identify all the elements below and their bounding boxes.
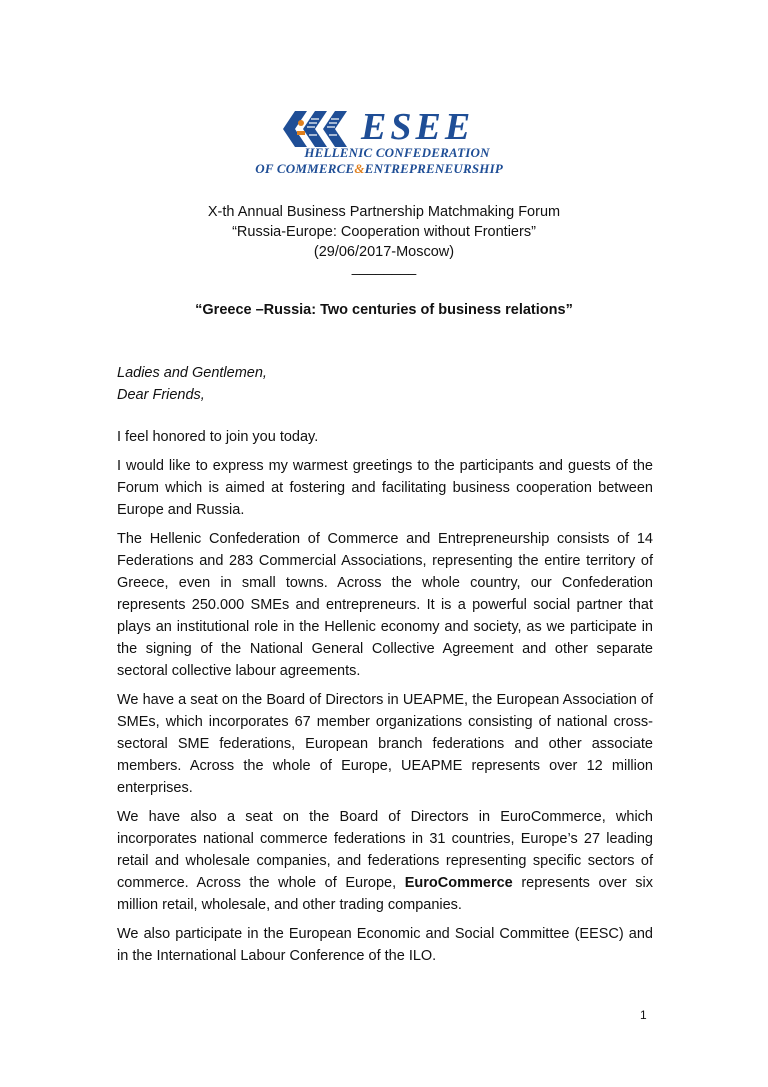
paragraph-3: The Hellenic Confederation of Commerce and Entrepreneurship consists of 14 Federations and 283 Commercial Associations, representing the entire territory of Greece, even in small towns. Across the whole country, our Confederation represents 250.000 SMEs and entrepreneurs. It is a powerful social partner that plays an institutional role in the Hellenic economy and society, as we participate in the signing of the National General Collective Agreement and other separate sectoral collective labour agreements. xyxy=(117,531,653,679)
speech-body xyxy=(117,426,653,974)
logo-line2-part1: OF COMMERCE xyxy=(255,161,355,176)
paragraph-1: I feel honored to join you today. xyxy=(117,429,319,445)
paragraph-5-bold: EuroCommerce xyxy=(404,875,513,891)
speech-headline: “Greece –Russia: Two centuries of business relations” xyxy=(195,302,573,318)
logo-line2-part2: ENTREPRENEURSHIP xyxy=(364,161,503,176)
paragraph-5 xyxy=(117,806,653,916)
paragraph-4: We have a seat on the Board of Directors in UEAPME, the European Association of SMEs, which incorporates 67 member organizations consisting of national cross-sectoral SME federations, European branch federations and other associate members. Across the whole of Europe, UEAPME represents over 12 million enterprises. xyxy=(117,692,653,796)
paragraph-6: We also participate in the European Economic and Social Committee (EESC) and in the International Labour Conference of the ILO. xyxy=(117,926,653,964)
header-separator: ________ xyxy=(351,260,417,276)
forum-title: X-th Annual Business Partnership Matchmaking Forum xyxy=(207,204,561,220)
logo-title: ESEE xyxy=(361,106,475,148)
forum-date-location: (29/06/2017-Moscow) xyxy=(313,244,455,260)
paragraph-2: I would like to express my warmest greetings to the participants and guests of the Forum which is aimed at fostering and facilitating business cooperation between Europe and Russia. xyxy=(117,458,653,518)
paragraph-5-text-b: represents over six million retail, wholesale, and other trading companies. xyxy=(117,875,653,913)
logo-subtitle-line2 xyxy=(243,161,503,177)
salutation-line-2: Dear Friends, xyxy=(117,387,205,403)
forum-subtitle: “Russia-Europe: Cooperation without Frontiers” xyxy=(232,224,536,240)
logo-ampersand: & xyxy=(354,161,365,176)
esee-logo xyxy=(255,106,513,177)
logo-chevrons-icon xyxy=(283,109,363,149)
paragraph-5-text-a: We have also a seat on the Board of Directors in EuroCommerce, which incorporates national commerce federations in 31 countries, Europe’s 27 leading retail and wholesale companies, and federations representing specific sectors of commerce. Across the whole of Europe, xyxy=(117,809,653,891)
salutation-line-1: Ladies and Gentlemen, xyxy=(117,365,267,381)
logo-subtitle-line1: HELLENIC CONFEDERATION xyxy=(304,145,490,160)
page-number: 1 xyxy=(640,1008,647,1022)
salutation xyxy=(117,362,653,406)
